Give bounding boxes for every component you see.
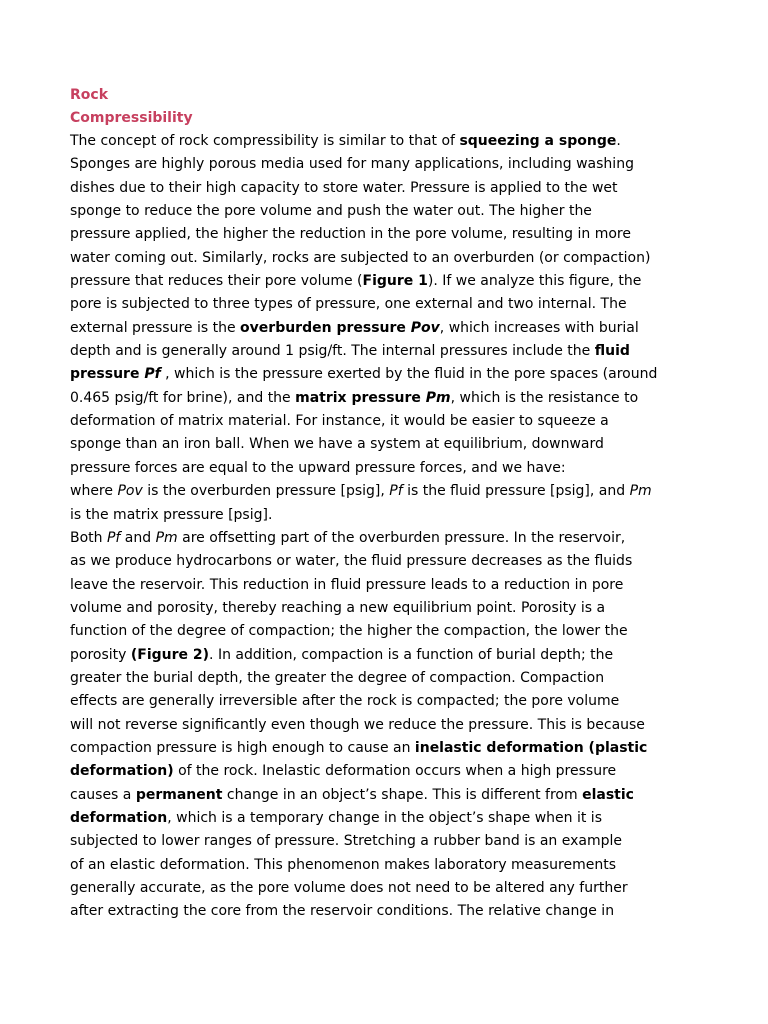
text-run: Pm bbox=[425, 389, 451, 406]
text-line bbox=[70, 504, 690, 527]
text-run: external pressure is the bbox=[70, 319, 241, 336]
text-run: overburden pressure bbox=[240, 319, 411, 336]
text-run: Sponges are highly porous media used for many applications, including washing bbox=[70, 156, 634, 173]
text-line bbox=[70, 433, 690, 456]
document-page bbox=[70, 84, 690, 924]
text-line bbox=[70, 807, 690, 830]
text-line bbox=[70, 854, 690, 877]
text-line bbox=[70, 690, 690, 713]
text-line bbox=[70, 363, 690, 386]
text-run: permanent bbox=[135, 786, 223, 803]
text-run: Pf bbox=[389, 483, 403, 500]
text-line bbox=[70, 667, 690, 690]
text-line bbox=[70, 457, 690, 480]
section-heading-line2: Compressibility bbox=[70, 110, 193, 126]
text-run: fluid bbox=[594, 343, 630, 360]
text-run: is the matrix pressure [psig]. bbox=[70, 506, 273, 523]
text-run: pressure applied, the higher the reduction in the pore volume, resulting in more bbox=[70, 226, 631, 243]
text-run: as we produce hydrocarbons or water, the fluid pressure decreases as the fluids bbox=[70, 553, 633, 570]
text-line bbox=[70, 900, 690, 923]
text-run: of the rock. Inelastic deformation occurs when a high pressure bbox=[173, 763, 617, 780]
text-run: depth and is generally around 1 psig/ft. The internal pressures include the bbox=[70, 343, 595, 360]
text-run: water coming out. Similarly, rocks are subjected to an overburden (or compaction) bbox=[70, 249, 651, 266]
text-line bbox=[70, 644, 690, 667]
text-run: Both bbox=[70, 529, 107, 546]
text-run: where bbox=[70, 483, 118, 500]
text-line bbox=[70, 597, 690, 620]
text-run: of an elastic deformation. This phenomenon makes laboratory measurements bbox=[70, 856, 617, 873]
text-run: is the overburden pressure [psig], bbox=[142, 483, 390, 500]
text-run: deformation of matrix material. For instance, it would be easier to squeeze a bbox=[70, 413, 609, 430]
text-run: causes a bbox=[70, 786, 136, 803]
text-run: generally accurate, as the pore volume does not need to be altered any further bbox=[70, 880, 628, 896]
text-line bbox=[70, 784, 690, 807]
text-line bbox=[70, 877, 690, 900]
text-run: Pf bbox=[144, 366, 161, 383]
text-run: effects are generally irreversible after the rock is compacted; the pore volume bbox=[70, 693, 620, 710]
text-run: . bbox=[616, 133, 621, 149]
text-line bbox=[70, 410, 690, 433]
text-run: pore is subjected to three types of pressure, one external and two internal. The bbox=[70, 296, 627, 313]
text-run: change in an object’s shape. This is different from bbox=[222, 786, 583, 803]
text-run: , which is a temporary change in the object’s shape when it is bbox=[167, 809, 602, 826]
text-run: leave the reservoir. This reduction in fluid pressure leads to a reduction in pore bbox=[70, 576, 624, 593]
text-line bbox=[70, 527, 690, 550]
text-line bbox=[70, 177, 690, 200]
text-line bbox=[70, 760, 690, 783]
text-run: compaction pressure is high enough to cause an bbox=[70, 739, 415, 756]
text-run: ). If we analyze this figure, the bbox=[427, 273, 642, 290]
text-run: , which is the resistance to bbox=[450, 389, 639, 406]
text-run: inelastic deformation (plastic bbox=[414, 739, 648, 756]
text-run: pressure that reduces their pore volume ( bbox=[70, 273, 363, 290]
text-run: volume and porosity, thereby reaching a new equilibrium point. Porosity is a bbox=[70, 599, 606, 616]
text-run: squeezing a sponge bbox=[459, 133, 617, 149]
body-text bbox=[70, 130, 690, 924]
text-run: matrix pressure bbox=[295, 389, 426, 406]
text-run: Pm bbox=[629, 483, 652, 500]
text-run: pressure bbox=[70, 366, 145, 383]
text-run: after extracting the core from the reservoir conditions. The relative change in bbox=[70, 903, 615, 920]
text-line bbox=[70, 270, 690, 293]
text-run: elastic bbox=[582, 786, 634, 803]
text-line bbox=[70, 317, 690, 340]
text-line bbox=[70, 480, 690, 503]
text-run: Pov bbox=[410, 319, 440, 336]
text-line bbox=[70, 200, 690, 223]
text-line bbox=[70, 830, 690, 853]
text-line bbox=[70, 550, 690, 573]
text-line bbox=[70, 247, 690, 270]
text-run: deformation) bbox=[70, 763, 174, 780]
text-run: dishes due to their high capacity to store water. Pressure is applied to the wet bbox=[70, 179, 618, 196]
text-run: , which increases with burial bbox=[439, 319, 639, 336]
text-run: and bbox=[120, 529, 156, 546]
text-run: Pm bbox=[155, 529, 178, 546]
text-run: , which is the pressure exerted by the fluid in the pore spaces (around bbox=[160, 366, 658, 383]
text-line bbox=[70, 574, 690, 597]
text-run: Pov bbox=[117, 483, 143, 500]
text-line bbox=[70, 153, 690, 176]
text-line bbox=[70, 340, 690, 363]
text-run: sponge to reduce the pore volume and push the water out. The higher the bbox=[70, 203, 592, 220]
text-run: subjected to lower ranges of pressure. Stretching a rubber band is an example bbox=[70, 833, 623, 850]
text-line bbox=[70, 620, 690, 643]
text-run: is the fluid pressure [psig], and bbox=[402, 483, 630, 500]
text-run: Figure 1 bbox=[362, 273, 428, 290]
text-run: 0.465 psig/ft for brine), and the bbox=[70, 389, 296, 406]
text-run: The concept of rock compressibility is similar to that of bbox=[70, 133, 460, 149]
text-run: sponge than an iron ball. When we have a system at equilibrium, downward bbox=[70, 436, 604, 453]
text-run: will not reverse significantly even though we reduce the pressure. This is because bbox=[70, 716, 645, 733]
text-line bbox=[70, 223, 690, 246]
text-run: deformation bbox=[70, 809, 168, 826]
text-line bbox=[70, 293, 690, 316]
text-line bbox=[70, 714, 690, 737]
text-run: Pf bbox=[106, 529, 121, 546]
text-run: (Figure 2) bbox=[130, 646, 210, 663]
section-heading-line1: Rock bbox=[70, 87, 109, 103]
text-run: . In addition, compaction is a function of burial depth; the bbox=[209, 646, 614, 663]
text-run: porosity bbox=[70, 646, 131, 663]
text-run: function of the degree of compaction; the higher the compaction, the lower the bbox=[70, 623, 628, 640]
text-line bbox=[70, 130, 690, 153]
text-run: greater the burial depth, the greater the degree of compaction. Compaction bbox=[70, 669, 605, 686]
text-run: are offsetting part of the overburden pressure. In the reservoir, bbox=[177, 529, 626, 546]
text-run: pressure forces are equal to the upward pressure forces, and we have: bbox=[70, 459, 566, 476]
text-line bbox=[70, 387, 690, 410]
text-line bbox=[70, 737, 690, 760]
